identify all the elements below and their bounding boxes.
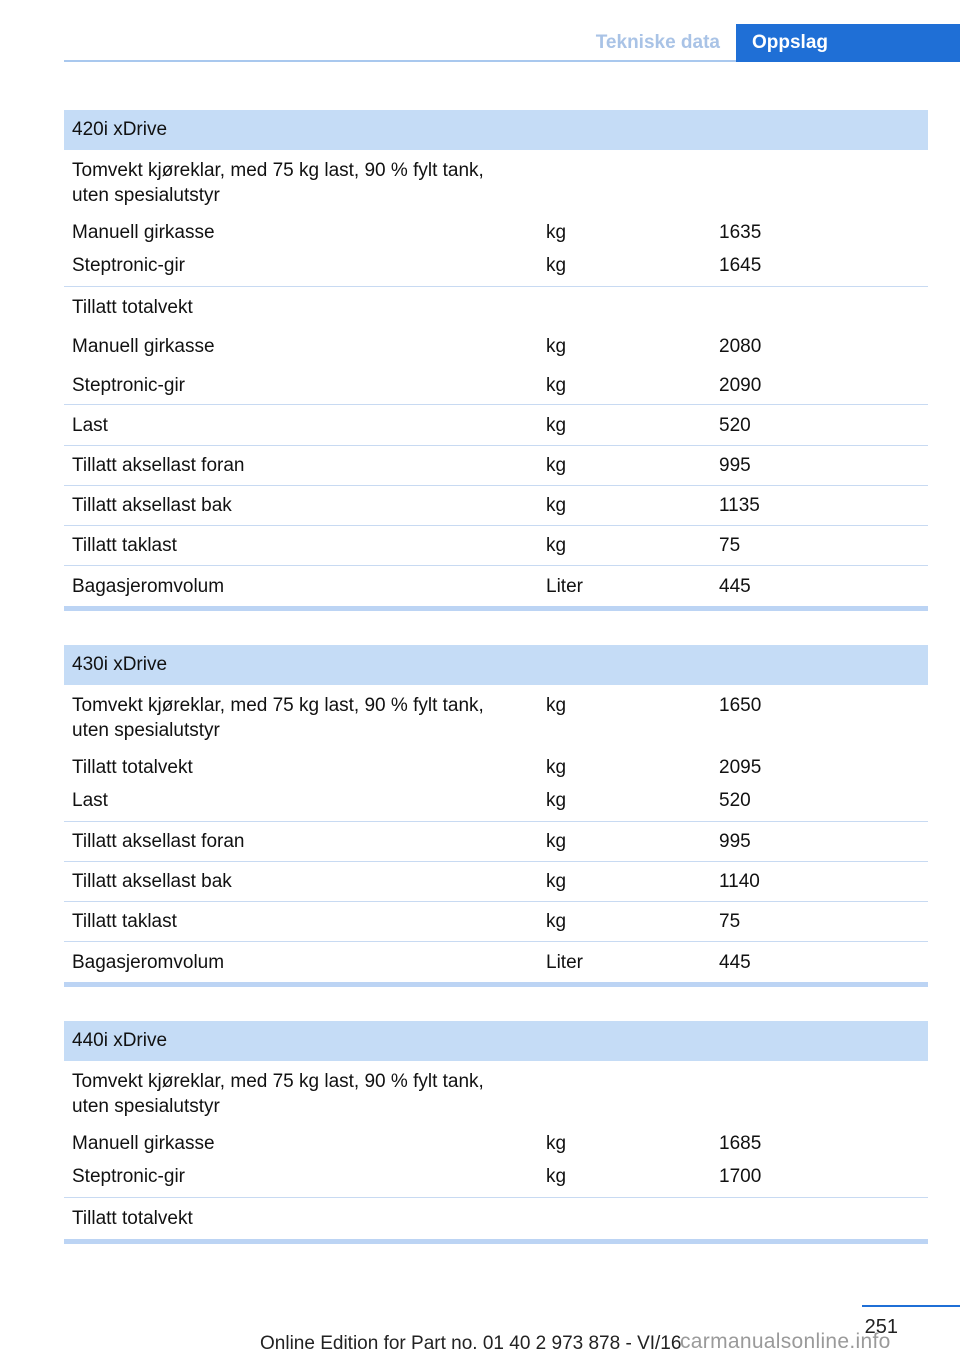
- table-end-bar: [64, 606, 928, 611]
- table-row: [64, 525, 928, 565]
- table-row: [64, 861, 928, 901]
- table-end-bar: [64, 1239, 928, 1244]
- row-value: 1635: [719, 222, 762, 243]
- row-value: 1135: [719, 495, 760, 516]
- row-label: Tomvekt kjøreklar, med 75 kg last, 90 % fylt tank,: [72, 1071, 484, 1092]
- row-value: 520: [719, 415, 751, 436]
- row-label: Tillatt totalvekt: [72, 1208, 193, 1229]
- section-title: Tekniske data: [595, 32, 720, 53]
- row-unit: kg: [546, 255, 567, 276]
- row-unit: [538, 1206, 711, 1231]
- row-unit: kg: [546, 375, 567, 396]
- row-unit: kg: [546, 535, 567, 556]
- row-unit: Liter: [546, 952, 583, 973]
- table-row: [64, 251, 928, 286]
- row-label: Tomvekt kjøreklar, med 75 kg last, 90 % fylt tank,: [72, 695, 484, 716]
- table-title: 430i xDrive: [64, 645, 928, 685]
- page-number: 251: [864, 1316, 898, 1338]
- page-number-rule: [862, 1305, 960, 1307]
- row-unit: Liter: [546, 576, 583, 597]
- row-label: Manuell girkasse: [72, 1133, 215, 1154]
- watermark: carmanualsonline.info: [680, 1330, 891, 1353]
- row-label: Steptronic-gir: [72, 255, 185, 276]
- row-value: [711, 1069, 928, 1119]
- table-row: [64, 286, 928, 326]
- row-value: [711, 1206, 928, 1231]
- row-label-cont: uten spesialutstyr: [72, 1096, 220, 1117]
- row-unit: kg: [546, 695, 567, 716]
- row-value: 1140: [719, 871, 760, 892]
- table-row: [64, 1061, 928, 1125]
- row-value: 2080: [719, 336, 762, 357]
- chapter-tab: Oppslag: [736, 24, 960, 62]
- table-row: [64, 565, 928, 606]
- row-value: [711, 158, 928, 208]
- row-unit: kg: [546, 1166, 567, 1187]
- row-label: Bagasjeromvolum: [72, 576, 225, 597]
- table-row: [64, 365, 928, 404]
- spec-table-420i: [64, 110, 928, 611]
- row-value: [711, 295, 928, 320]
- edition-text: Online Edition for Part no. 01 40 2 973 878 - VI/16: [260, 1333, 682, 1354]
- row-unit: kg: [546, 790, 567, 811]
- table-row: [64, 685, 928, 749]
- table-row: [64, 821, 928, 861]
- row-unit: kg: [546, 222, 567, 243]
- row-value: 2090: [719, 375, 762, 396]
- row-value: 445: [719, 952, 751, 973]
- row-label: Tillatt aksellast bak: [72, 871, 232, 892]
- row-label: Tomvekt kjøreklar, med 75 kg last, 90 % fylt tank,: [72, 160, 484, 181]
- row-value: 995: [719, 455, 751, 476]
- table-row: [64, 941, 928, 982]
- row-label: Tillatt taklast: [72, 535, 177, 556]
- row-unit: kg: [546, 1133, 567, 1154]
- page-header: [64, 24, 960, 62]
- spec-table-430i: [64, 645, 928, 987]
- table-row: [64, 901, 928, 941]
- table-row: [64, 485, 928, 525]
- row-unit: [538, 1069, 711, 1119]
- row-label: Manuell girkasse: [72, 336, 215, 357]
- row-value: 75: [719, 535, 741, 556]
- row-value: 2095: [719, 757, 762, 778]
- table-row: [64, 150, 928, 214]
- row-label: Tillatt totalvekt: [72, 757, 193, 778]
- table-row: [64, 214, 928, 251]
- row-unit: [538, 158, 711, 208]
- row-label: Last: [72, 415, 108, 436]
- row-label: Bagasjeromvolum: [72, 952, 225, 973]
- row-unit: kg: [546, 415, 567, 436]
- row-value: 1650: [719, 695, 762, 716]
- table-row: [64, 326, 928, 365]
- row-unit: [538, 295, 711, 320]
- row-label: Last: [72, 790, 108, 811]
- row-label: Tillatt totalvekt: [72, 297, 193, 318]
- row-unit: kg: [546, 495, 567, 516]
- row-label: Manuell girkasse: [72, 222, 215, 243]
- table-row: [64, 1162, 928, 1197]
- row-label: Tillatt taklast: [72, 911, 177, 932]
- table-row: [64, 404, 928, 445]
- row-value: 520: [719, 790, 751, 811]
- row-value: 445: [719, 576, 751, 597]
- table-row: [64, 1125, 928, 1162]
- row-unit: kg: [546, 911, 567, 932]
- row-unit: kg: [546, 831, 567, 852]
- row-unit: kg: [546, 757, 567, 778]
- table-row: [64, 786, 928, 821]
- row-value: 75: [719, 911, 741, 932]
- row-label: Steptronic-gir: [72, 1166, 185, 1187]
- table-row: [64, 749, 928, 786]
- row-label: Tillatt aksellast foran: [72, 831, 245, 852]
- row-label: Steptronic-gir: [72, 375, 185, 396]
- row-value: 995: [719, 831, 751, 852]
- table-end-bar: [64, 982, 928, 987]
- row-label-cont: uten spesialutstyr: [72, 185, 220, 206]
- row-unit: kg: [546, 336, 567, 357]
- table-title: 440i xDrive: [64, 1021, 928, 1061]
- row-label-cont: uten spesialutstyr: [72, 720, 220, 741]
- table-row: [64, 1197, 928, 1239]
- row-label: Tillatt aksellast foran: [72, 455, 245, 476]
- table-row: [64, 445, 928, 485]
- row-label: Tillatt aksellast bak: [72, 495, 232, 516]
- row-value: 1700: [719, 1166, 762, 1187]
- row-unit: kg: [546, 871, 567, 892]
- table-title: 420i xDrive: [64, 110, 928, 150]
- row-value: 1685: [719, 1133, 762, 1154]
- spec-table-440i: [64, 1021, 928, 1244]
- row-value: 1645: [719, 255, 762, 276]
- row-unit: kg: [546, 455, 567, 476]
